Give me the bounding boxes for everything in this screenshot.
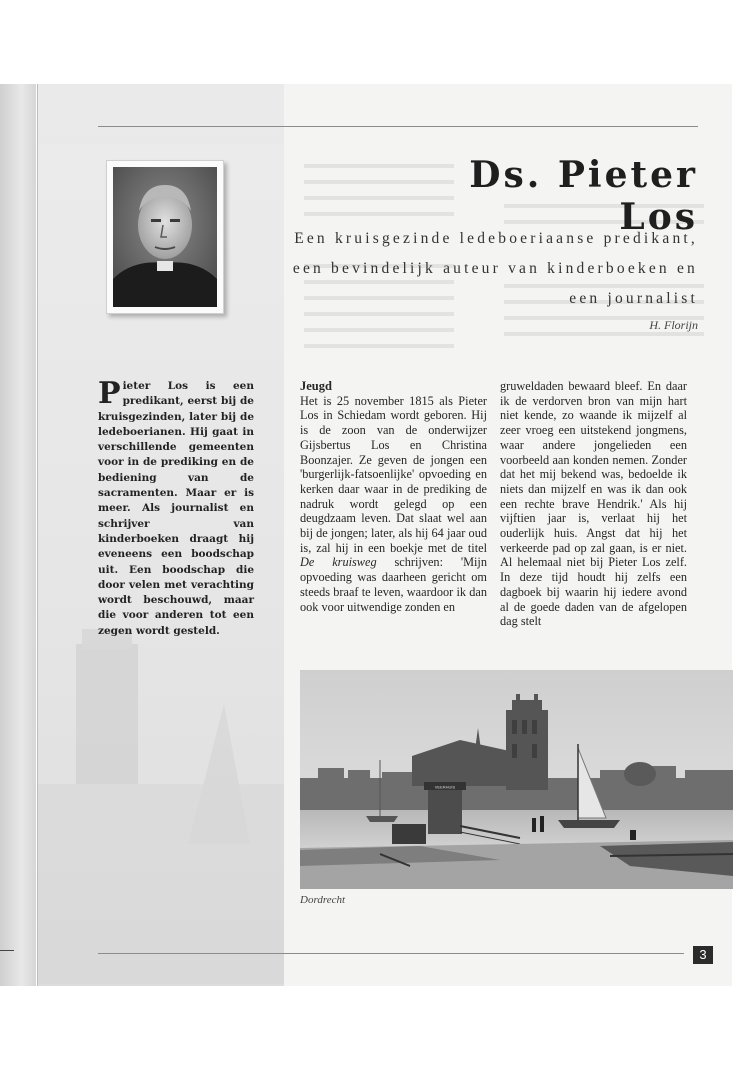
subtitle-line-3: een journalist bbox=[569, 290, 698, 307]
top-rule bbox=[98, 126, 698, 127]
body-column-1 bbox=[300, 379, 487, 614]
page-number: 3 bbox=[693, 946, 713, 964]
dordrecht-photo bbox=[300, 670, 733, 889]
subtitle-line-2: een bevindelijk auteur van kinderboeken en bbox=[292, 260, 698, 277]
intro-text: ieter Los is een predikant, eerst bij de kruisgezinden, later bij de ledeboerianen. Hij gaat in verschillende gemeenten voor in de prediking en de bediening van de sacramenten. Maar er is meer. Als journalist en schrijver van kinderboeken draagt hij eveneens een boodschap uit. Een boodschap die door velen met verachting wordt beschouwd, maar die voor anderen tot een zegen wordt gesteld. bbox=[98, 380, 254, 637]
portrait-photo bbox=[106, 160, 224, 314]
body-paragraph-2: gruweldaden bewaard bleef. En daar ik de verdorven bron van mijn hart niet kende, zo waande ik mijzelf al zeer vroeg een uitstekend jongmens, waar andere jongelieden een voorbeeld aan konden nemen. Zonder dat het mij bekend was, bedoelde ik niets dan mijzelf en was ik dan ook een rechte brave Hendrik.' Als hij vijftien jaar is, verlaat hij het ouderlijk huis. Angst dat hij het verkeerde pad op zal gaan, is er niet. Al helemaal niet bij Pieter Los zelf. In deze tijd houdt hij zelfs een dagboek bij waarin hij iedere avond al de goede daden van de afgelopen dag stelt bbox=[500, 379, 687, 629]
article-title: Ds. Pieter Los bbox=[469, 154, 698, 238]
body-column-2 bbox=[500, 379, 687, 629]
drop-cap: P bbox=[98, 376, 121, 411]
pier-sign: VEERHUIS bbox=[434, 784, 456, 790]
section-heading: Jeugd bbox=[300, 379, 332, 393]
facing-page-edge bbox=[0, 84, 36, 986]
body-text: schrijven: 'Mijn opvoeding was daarheen gericht om steeds braaf te leven, waardoor ik dan ook voor uitwendige zonden en bbox=[300, 555, 487, 614]
book-title: De kruisweg bbox=[300, 555, 377, 570]
magazine-page bbox=[37, 84, 732, 986]
facing-page-mark bbox=[0, 950, 14, 951]
body-paragraph-1 bbox=[300, 394, 487, 615]
intro-paragraph bbox=[98, 376, 254, 639]
bottom-rule bbox=[98, 953, 684, 954]
author-byline: H. Florijn bbox=[649, 318, 698, 332]
body-text: Het is 25 november 1815 als Pieter Los in Schiedam wordt geboren. Hij is de zoon van de onderwijzer Gijsbertus Los en Christina Boonzajer. Ze geven de jongen een 'burgerlijk-fatsoenlijke' opvoeding en kerken daar waar in de prediking de nadruk wordt gelegd op een deugdzaam leven. Dat slaat wel aan bij de jongen; later, als hij 64 jaar oud is, zal hij in een boekje met de titel bbox=[300, 393, 487, 555]
photo-caption: Dordrecht bbox=[300, 894, 346, 906]
portrait-image bbox=[113, 167, 217, 307]
subtitle-line-1: Een kruisgezinde ledeboeriaanse predikant, bbox=[294, 230, 698, 247]
